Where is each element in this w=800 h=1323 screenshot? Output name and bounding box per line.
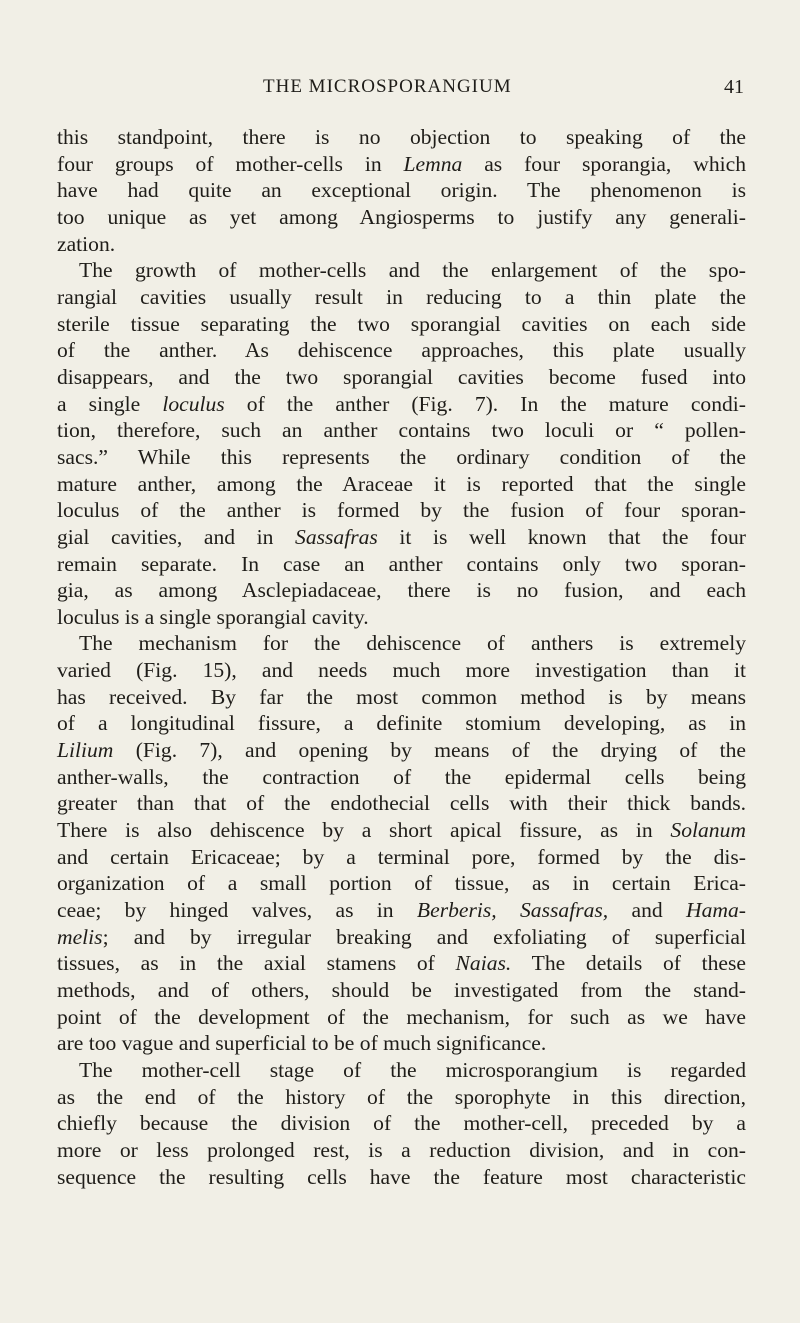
text-line: are too vague and superficial to be of much significance. bbox=[57, 1031, 547, 1056]
text-line: chiefly because the division of the mother-cell, preceded by a bbox=[57, 1111, 746, 1136]
text-line: too unique as yet among Angiosperms to justify any generali- bbox=[57, 204, 746, 229]
text-line: melis; and by irregular breaking and exfoliating of superficial bbox=[57, 924, 746, 949]
text-line: The mother-cell stage of the microsporangium is regarded bbox=[79, 1057, 746, 1082]
text-line: anther-walls, the contraction of the epidermal cells being bbox=[57, 764, 746, 789]
taxon-name: melis bbox=[57, 924, 103, 949]
text-line: this standpoint, there is no objection to speaking of the bbox=[57, 125, 746, 149]
text-line: varied (Fig. 15), and needs much more investigation than it bbox=[57, 658, 746, 683]
text-line: have had quite an exceptional origin. The phenomenon is bbox=[57, 178, 746, 203]
text-line: of the anther. As dehiscence approaches, this plate usually bbox=[57, 338, 746, 363]
taxon-name: Naias. bbox=[455, 951, 512, 976]
text-line: ceae; by hinged valves, as in Berberis, Sassafras, and Hama- bbox=[57, 898, 746, 923]
text-line: and certain Ericaceae; by a terminal pore, formed by the dis- bbox=[57, 844, 746, 869]
text-line: gia, as among Asclepiadaceae, there is no fusion, and each bbox=[57, 578, 746, 603]
text-line: Lilium (Fig. 7), and opening by means of the drying of the bbox=[57, 738, 746, 763]
taxon-name: Lilium bbox=[57, 738, 114, 763]
page-number: 41 bbox=[724, 76, 744, 98]
text-line: four groups of mother-cells in Lemna as four sporangia, which bbox=[57, 151, 746, 176]
text-line: gial cavities, and in Sassafras it is well known that the four bbox=[57, 524, 746, 549]
text-line: organization of a small portion of tissue, as in certain Erica- bbox=[57, 871, 746, 896]
taxon-name: Hama- bbox=[686, 898, 746, 923]
text-line: a single loculus of the anther (Fig. 7). In the mature condi- bbox=[57, 391, 746, 416]
body-text bbox=[57, 124, 746, 1190]
text-line: tion, therefore, such an anther contains two loculi or “ pollen- bbox=[57, 418, 746, 443]
running-head: THE MICROSPORANGIUM bbox=[263, 76, 512, 97]
text-line: sacs.” While this represents the ordinary condition of the bbox=[57, 444, 746, 469]
text-line: zation. bbox=[57, 231, 116, 256]
text-line: disappears, and the two sporangial cavities become fused into bbox=[57, 364, 746, 389]
text-line: tissues, as in the axial stamens of Naias. The details of these bbox=[57, 951, 746, 976]
text-line: of a longitudinal fissure, a definite stomium developing, as in bbox=[57, 711, 746, 736]
text-line: sterile tissue separating the two sporangial cavities on each side bbox=[57, 311, 746, 336]
text-line: The mechanism for the dehiscence of anthers is extremely bbox=[79, 631, 746, 656]
text-line: The growth of mother-cells and the enlargement of the spo- bbox=[79, 258, 746, 283]
text-line: loculus of the anther is formed by the fusion of four sporan- bbox=[57, 498, 746, 523]
page-header bbox=[0, 76, 800, 108]
text-line: rangial cavities usually result in reducing to a thin plate the bbox=[57, 284, 746, 309]
text-line: mature anther, among the Araceae it is reported that the single bbox=[57, 471, 746, 496]
taxon-name: Lemna bbox=[403, 151, 463, 176]
text-line: as the end of the history of the sporophyte in this direction, bbox=[57, 1084, 746, 1109]
text-line: has received. By far the most common method is by means bbox=[57, 684, 746, 709]
text-line: more or less prolonged rest, is a reduction division, and in con- bbox=[57, 1137, 746, 1162]
text-line: loculus is a single sporangial cavity. bbox=[57, 604, 369, 629]
taxon-name: loculus bbox=[162, 391, 225, 416]
taxon-name: Sassafras bbox=[295, 524, 378, 549]
text-line: sequence the resulting cells have the feature most characteristic bbox=[57, 1164, 746, 1189]
text-line: remain separate. In case an anther contains only two sporan- bbox=[57, 551, 746, 576]
text-line: greater than that of the endothecial cells with their thick bands. bbox=[57, 791, 746, 816]
taxon-name: Berberis, Sassafras, bbox=[416, 898, 609, 923]
taxon-name: Solanum bbox=[670, 818, 746, 843]
text-line: point of the development of the mechanism, for such as we have bbox=[57, 1004, 746, 1029]
text-line: methods, and of others, should be investigated from the stand- bbox=[57, 978, 746, 1002]
text-line: There is also dehiscence by a short apical fissure, as in Solanum bbox=[57, 818, 746, 843]
